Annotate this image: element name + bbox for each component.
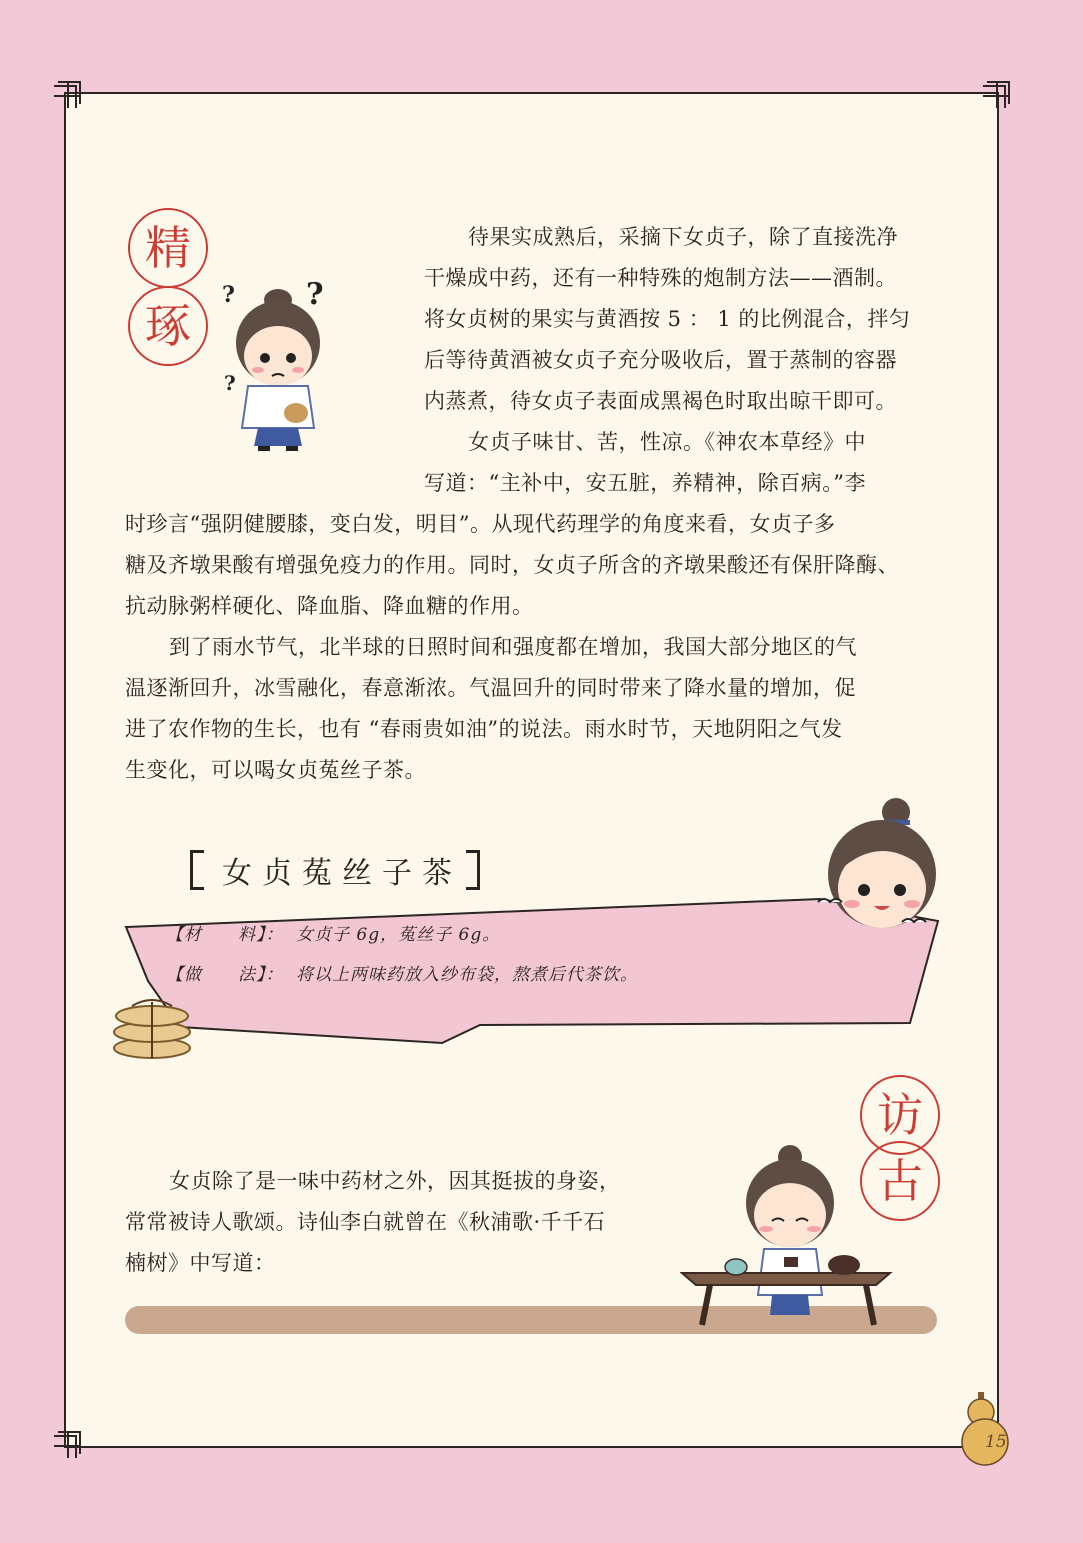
text-line: 内蒸煮，待女贞子表面成黑褐色时取出晾干即可。 (424, 389, 897, 413)
text-line: 进了农作物的生长，也有 “春雨贵如油”的说法。雨水时节，天地阴阳之气发 (125, 717, 843, 741)
text-line: 女贞除了是一味中药材之外，因其挺拔的身姿， (169, 1169, 621, 1193)
text-line: 待果实成熟后，采摘下女贞子，除了直接洗净 (468, 225, 898, 249)
question-mark-icon: ? (224, 371, 236, 395)
bracket-right-icon (466, 850, 480, 890)
history-paragraph (125, 1161, 685, 1284)
text-line: 糖及齐墩果酸有增强免疫力的作用。同时，女贞子所含的齐墩果酸还有保肝降酶、 (125, 553, 899, 577)
seal-visit-bottom: 古 (860, 1141, 940, 1221)
seal-visit-top: 访 (860, 1075, 940, 1155)
confused-scholar-illustration (218, 278, 338, 453)
ingredients-label: 【材 料】： (166, 925, 284, 945)
question-mark-icon: ? (306, 278, 324, 312)
recipe-title (190, 848, 480, 892)
text-line: 到了雨水节气，北半球的日照时间和强度都在增加，我国大部分地区的气 (169, 635, 857, 659)
corner-ornament-icon (52, 1430, 82, 1460)
ingredients-value: 女贞子 6g，菟丝子 6g。 (296, 925, 501, 945)
text-line: 干燥成中药，还有一种特殊的炮制方法——酒制。 (424, 266, 897, 290)
text-line: 温逐渐回升，冰雪融化，春意渐浓。气温回升的同时带来了降水量的增加，促 (125, 676, 856, 700)
bracket-left-icon (190, 850, 204, 890)
tea-scholar-illustration (680, 1145, 900, 1330)
intro-paragraph (424, 217, 939, 504)
question-mark-icon: ? (222, 282, 235, 308)
text-line: 写道：“主补中，安五脏，养精神，除百病。”李 (424, 471, 866, 495)
seal-refine-bottom: 琢 (128, 286, 208, 366)
recipe-title-text: 女贞菟丝子茶 (222, 856, 462, 891)
corner-ornament-icon (981, 80, 1011, 110)
text-line: 楠树》中写道： (125, 1251, 276, 1275)
peeking-girl-illustration (812, 792, 947, 934)
corner-ornament-icon (52, 80, 82, 110)
text-line: 生变化，可以喝女贞菟丝子茶。 (125, 758, 426, 782)
text-line: 将女贞树的果实与黄酒按 5 ： 1 的比例混合，拌匀 (424, 307, 911, 331)
method-label: 【做 法】： (166, 965, 284, 985)
page-number: 15 (985, 1432, 1007, 1452)
tea-brick-stack-icon (110, 992, 195, 1062)
text-line: 常常被诗人歌颂。诗仙李白就曾在《秋浦歌·千千石 (125, 1210, 606, 1234)
text-line: 时珍言“强阴健腰膝，变白发，明目”。从现代药理学的角度来看，女贞子多 (125, 512, 836, 536)
seal-refine-top: 精 (128, 208, 208, 288)
gourd-page-badge-icon (952, 1390, 1012, 1468)
body-paragraph (125, 504, 940, 791)
method-value: 将以上两味药放入纱布袋，熬煮后代茶饮。 (296, 965, 638, 985)
text-line: 女贞子味甘、苦，性凉。《神农本草经》中 (468, 430, 866, 454)
recipe-method (166, 960, 638, 985)
text-line: 抗动脉粥样硬化、降血脂、降血糖的作用。 (125, 594, 534, 618)
text-line: 后等待黄酒被女贞子充分吸收后，置于蒸制的容器 (424, 348, 897, 372)
recipe-ingredients (166, 920, 500, 945)
